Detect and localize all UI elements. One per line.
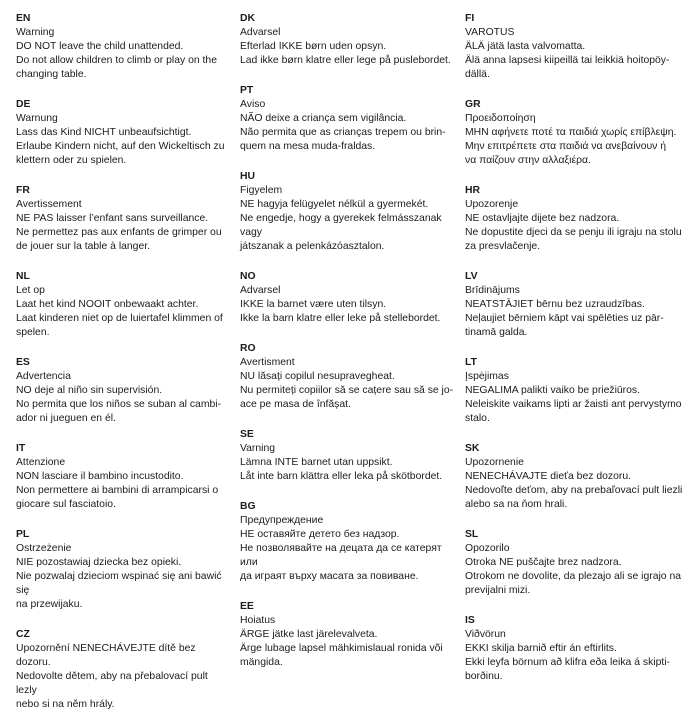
language-code: LV xyxy=(465,271,478,282)
warning-heading: Upozornenie xyxy=(465,457,524,468)
warning-heading: Įspėjimas xyxy=(465,371,509,382)
warning-text-line: НЕ оставяйте детето без надзор. xyxy=(240,529,400,540)
warning-text-line: alebo sa na ňom hrali. xyxy=(465,499,568,510)
warning-text-line: Nedovolte dětem, aby na přebalovací pult lezly xyxy=(16,671,208,696)
warning-text-line: borðinu. xyxy=(465,671,503,682)
language-block-gr xyxy=(465,98,690,168)
warning-heading: Upozorenje xyxy=(465,199,519,210)
language-block-no xyxy=(240,270,456,326)
warning-text-line: Nu permiteți copiilor să se cațere sau să se jo- xyxy=(240,385,454,396)
language-code: LT xyxy=(465,357,477,368)
language-block-sk xyxy=(465,442,690,512)
warning-heading: Brīdinājums xyxy=(465,285,520,296)
warning-text-line: NU lăsați copilul nesupravegheat. xyxy=(240,371,395,382)
language-block-lv xyxy=(465,270,690,340)
warning-text-line: No permita que los niños se suban al cambi- xyxy=(16,399,222,410)
warning-text-line: Nedovoľte deťom, aby na prebaľovací pult liezli xyxy=(465,485,683,496)
language-code: SL xyxy=(465,529,479,540)
warning-text-line: changing table. xyxy=(16,69,87,80)
language-code: FR xyxy=(16,185,30,196)
language-block-cz xyxy=(16,628,230,712)
language-block-hr xyxy=(465,184,690,254)
warning-text-line: Laat kinderen niet op de luiertafel klimmen of xyxy=(16,313,223,324)
warning-text-line: nebo si na něm hrály. xyxy=(16,699,115,710)
warning-text-line: ÄLÄ jätä lasta valvomatta. xyxy=(465,41,586,52)
language-block-nl xyxy=(16,270,230,340)
language-code: IS xyxy=(465,615,475,626)
warning-heading: Let op xyxy=(16,285,45,296)
warning-text-line: Lämna INTE barnet utan uppsikt. xyxy=(240,457,393,468)
language-code: HR xyxy=(465,185,481,196)
column-3 xyxy=(465,12,690,700)
warning-heading: Warning xyxy=(16,27,55,38)
language-block-fi xyxy=(465,12,690,82)
warning-text-line: ΜΗΝ αφήνετε ποτέ τα παιδιά χωρίς επίβλεψη. xyxy=(465,127,677,138)
warning-text-line: EKKI skilja barnið eftir án eftirlits. xyxy=(465,643,617,654)
warning-heading: Advarsel xyxy=(240,27,281,38)
warning-text-line: DO NOT leave the child unattended. xyxy=(16,41,184,52)
warning-text-line: Ne engedje, hogy a gyerekek felmásszanak vagy xyxy=(240,213,442,238)
warning-heading: Varning xyxy=(240,443,276,454)
language-code: FI xyxy=(465,13,475,24)
warning-heading: Aviso xyxy=(240,99,266,110)
language-block-hu xyxy=(240,170,456,254)
warning-heading: VAROTUS xyxy=(465,27,515,38)
warning-text-line: Älä anna lapsesi kiipeillä tai leikkiä hoitopöy- xyxy=(465,55,670,66)
language-code: IT xyxy=(16,443,26,454)
language-code: DK xyxy=(240,13,256,24)
warning-text-line: NEGALIMA palikti vaiko be priežiūros. xyxy=(465,385,640,396)
warning-text-line: NE ostavljajte dijete bez nadzora. xyxy=(465,213,620,224)
warning-text-line: Lass das Kind NICHT unbeaufsichtigt. xyxy=(16,127,192,138)
warning-heading: Προειδοποίηση xyxy=(465,113,536,124)
language-code: HU xyxy=(240,171,256,182)
warning-heading: Opozorilo xyxy=(465,543,510,554)
warning-text-line: Nie pozwalaj dzieciom wspinać się ani bawić się xyxy=(16,571,222,596)
warning-text-line: ÄRGE jätke last järelevalveta. xyxy=(240,629,378,640)
language-code: NL xyxy=(16,271,30,282)
warning-text-line: Ärge lubage lapsel mähkimislaual ronida või xyxy=(240,643,443,654)
language-code: PL xyxy=(16,529,30,540)
warning-text-line: dällä. xyxy=(465,69,490,80)
warning-text-line: Ne permettez pas aux enfants de grimper ou xyxy=(16,227,222,238)
warning-text-line: Neleiskite vaikams lipti ar žaisti ant pervystymo xyxy=(465,399,682,410)
warning-heading: Advarsel xyxy=(240,285,281,296)
warning-text-line: να παίζουν στην αλλαξιέρα. xyxy=(465,155,591,166)
warning-heading: Viðvörun xyxy=(465,629,506,640)
warning-text-line: Neļaujiet bērniem kāpt vai spēlēties uz pār- xyxy=(465,313,664,324)
warning-text-line: Otroka NE puščajte brez nadzora. xyxy=(465,557,622,568)
warning-text-line: spelen. xyxy=(16,327,50,338)
language-block-se xyxy=(240,428,456,484)
warning-text-line: Otrokom ne dovolite, da plezajo ali se igrajo na xyxy=(465,571,682,582)
warning-text-line: previjalni mizi. xyxy=(465,585,531,596)
language-code: PT xyxy=(240,85,254,96)
warning-text-line: tinamā galda. xyxy=(465,327,528,338)
warning-text-line: za presvlačenje. xyxy=(465,241,541,252)
warning-heading: Upozornění NENECHÁVEJTE dítě bez dozoru. xyxy=(16,643,196,668)
warning-text-line: Do not allow children to climb or play on the xyxy=(16,55,217,66)
warning-text-line: ador ni jueguen en él. xyxy=(16,413,116,424)
warning-text-line: Ikke la barn klatre eller leke på stellebordet. xyxy=(240,313,441,324)
language-code: ES xyxy=(16,357,30,368)
warning-text-line: Ne dopustite djeci da se penju ili igraju na stolu xyxy=(465,227,682,238)
warning-text-line: játszanak a pelenkázóasztalon. xyxy=(240,241,385,252)
warning-text-line: ace pe masa de înfășat. xyxy=(240,399,351,410)
warning-text-line: na przewijaku. xyxy=(16,599,83,610)
warning-text-line: Erlaube Kindern nicht, auf den Wickeltisch zu xyxy=(16,141,225,152)
language-block-it xyxy=(16,442,230,512)
warning-text-line: quem na mesa muda-fraldas. xyxy=(240,141,376,152)
language-code: DE xyxy=(16,99,31,110)
language-block-pl xyxy=(16,528,230,612)
language-block-ee xyxy=(240,600,456,670)
warning-text-line: да играят върху масата за повиване. xyxy=(240,571,419,582)
warning-text-line: Låt inte barn klättra eller leka på skötbordet. xyxy=(240,471,443,482)
language-block-en xyxy=(16,12,230,82)
language-code: GR xyxy=(465,99,481,110)
language-block-pt xyxy=(240,84,456,154)
language-code: EN xyxy=(16,13,31,24)
warning-text-line: NON lasciare il bambino incustodito. xyxy=(16,471,184,482)
language-block-lt xyxy=(465,356,690,426)
language-block-dk xyxy=(240,12,456,68)
language-code: BG xyxy=(240,501,256,512)
warning-text-line: giocare sul fasciatoio. xyxy=(16,499,116,510)
warning-text-line: Efterlad IKKE børn uden opsyn. xyxy=(240,41,387,52)
language-code: NO xyxy=(240,271,256,282)
warning-text-line: Ekki leyfa börnum að klifra eða leika á skipti- xyxy=(465,657,671,668)
warning-text-line: mängida. xyxy=(240,657,283,668)
warning-text-line: NENECHÁVAJTE dieťa bez dozoru. xyxy=(465,471,631,482)
language-code: SE xyxy=(240,429,254,440)
language-block-es xyxy=(16,356,230,426)
warning-text-line: Laat het kind NOOIT onbewaakt achter. xyxy=(16,299,199,310)
warning-text-line: NIE pozostawiaj dziecka bez opieki. xyxy=(16,557,182,568)
language-block-fr xyxy=(16,184,230,254)
language-block-sl xyxy=(465,528,690,598)
warning-heading: Advertencia xyxy=(16,371,71,382)
language-block-is xyxy=(465,614,690,684)
warning-heading: Ostrzeżenie xyxy=(16,543,72,554)
column-1 xyxy=(16,12,230,728)
warning-text-line: NO deje al niño sin supervisión. xyxy=(16,385,163,396)
warning-text-line: Μην επιτρέπετε στα παιδιά να ανεβαίνουν ή xyxy=(465,141,667,152)
warning-text-line: Não permita que as crianças trepem ou brin- xyxy=(240,127,446,138)
warning-text-line: de jouer sur la table à langer. xyxy=(16,241,151,252)
warning-text-line: NE PAS laisser l’enfant sans surveillance. xyxy=(16,213,209,224)
language-code: EE xyxy=(240,601,254,612)
warning-text-line: IKKE la barnet være uten tilsyn. xyxy=(240,299,387,310)
language-code: CZ xyxy=(16,629,30,640)
warning-heading: Предупреждение xyxy=(240,515,324,526)
language-code: RO xyxy=(240,343,256,354)
language-block-bg xyxy=(240,500,456,584)
warning-heading: Figyelem xyxy=(240,185,283,196)
warning-heading: Warnung xyxy=(16,113,58,124)
column-2 xyxy=(240,12,456,686)
language-block-de xyxy=(16,98,230,168)
warning-text-line: Non permettere ai bambini di arrampicarsi o xyxy=(16,485,219,496)
language-block-ro xyxy=(240,342,456,412)
warning-heading: Avertissement xyxy=(16,199,82,210)
warning-text-line: klettern oder zu spielen. xyxy=(16,155,127,166)
warning-text-line: NÃO deixe a criança sem vigilância. xyxy=(240,113,407,124)
warning-heading: Avertisment xyxy=(240,357,295,368)
warning-text-line: Lad ikke børn klatre eller lege på puslebordet. xyxy=(240,55,451,66)
warning-text-line: stalo. xyxy=(465,413,490,424)
warning-text-line: NEATSTĀJIET bērnu bez uzraudzības. xyxy=(465,299,645,310)
warning-text-line: Не позволявайте на децата да се катерят или xyxy=(240,543,442,568)
warning-heading: Attenzione xyxy=(16,457,66,468)
warning-text-line: NE hagyja felügyelet nélkül a gyermekét. xyxy=(240,199,429,210)
language-code: SK xyxy=(465,443,480,454)
warning-heading: Hoiatus xyxy=(240,615,276,626)
